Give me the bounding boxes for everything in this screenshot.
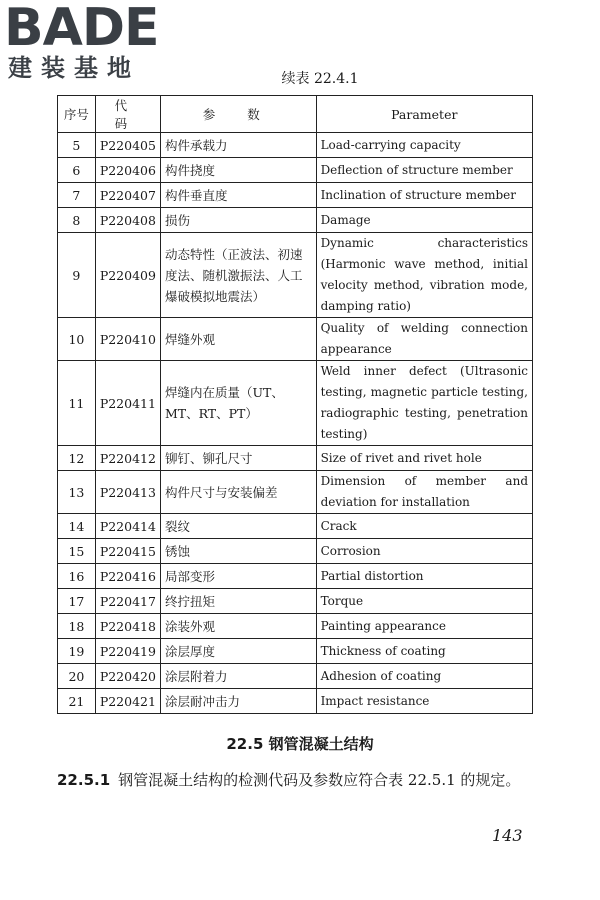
row-parameter: 裂纹 [160,514,316,539]
logo-subtitle: 建装基地 [8,54,140,82]
row-number: 6 [58,158,96,183]
row-english: Thickness of coating [316,639,532,664]
row-number: 9 [58,233,96,318]
table-row [58,514,533,539]
row-english: Inclination of structure member [316,183,532,208]
table-row [58,689,533,714]
row-code: P220421 [95,689,160,714]
row-parameter: 焊缝内在质量（UT、MT、RT、PT） [160,361,316,446]
row-code: P220410 [95,318,160,361]
row-number: 18 [58,614,96,639]
table-row [58,614,533,639]
row-code: P220408 [95,208,160,233]
row-parameter: 焊缝外观 [160,318,316,361]
table-row [58,471,533,514]
row-english: Deflection of structure member [316,158,532,183]
row-number: 13 [58,471,96,514]
row-parameter: 构件垂直度 [160,183,316,208]
table-row [58,208,533,233]
clause-text: 钢管混凝土结构的检测代码及参数应符合表 22.5.1 的规定。 [118,771,521,789]
table-row [58,183,533,208]
row-code: P220414 [95,514,160,539]
header-no: 序号 [58,96,96,133]
row-code: P220417 [95,589,160,614]
row-parameter: 损伤 [160,208,316,233]
table-row [58,158,533,183]
table-body [58,133,533,714]
row-parameter: 锈蚀 [160,539,316,564]
row-number: 7 [58,183,96,208]
row-code: P220415 [95,539,160,564]
clause-number: 22.5.1 [57,771,111,789]
row-number: 12 [58,446,96,471]
row-parameter: 构件挠度 [160,158,316,183]
row-code: P220407 [95,183,160,208]
row-english: Painting appearance [316,614,532,639]
row-number: 8 [58,208,96,233]
row-parameter: 铆钉、铆孔尺寸 [160,446,316,471]
row-parameter: 终拧扭矩 [160,589,316,614]
parameter-table [57,95,533,714]
table-row [58,446,533,471]
row-parameter: 构件尺寸与安装偏差 [160,471,316,514]
row-english: Crack [316,514,532,539]
row-english: Adhesion of coating [316,664,532,689]
row-number: 5 [58,133,96,158]
row-parameter: 局部变形 [160,564,316,589]
row-number: 20 [58,664,96,689]
header-english: Parameter [316,96,532,133]
row-english: Weld inner defect (Ultrasonic testing, magnetic particle testing, radiographic testing, penetration testing) [316,361,532,446]
row-code: P220405 [95,133,160,158]
logo-wordmark: BADE [4,0,159,58]
row-parameter: 涂层附着力 [160,664,316,689]
table-row [58,133,533,158]
table-caption: 续表 22.4.1 [281,71,359,87]
row-parameter: 涂层耐冲击力 [160,689,316,714]
row-number: 21 [58,689,96,714]
section-heading: 22.5 钢管混凝土结构 [226,735,374,753]
row-english: Dimension of member and deviation for installation [316,471,532,514]
table-row [58,233,533,318]
table-row [58,639,533,664]
row-english: Load-carrying capacity [316,133,532,158]
row-number: 16 [58,564,96,589]
clause-paragraph [57,767,535,793]
row-number: 14 [58,514,96,539]
row-code: P220416 [95,564,160,589]
row-code: P220419 [95,639,160,664]
row-number: 10 [58,318,96,361]
table-row [58,539,533,564]
row-english: Partial distortion [316,564,532,589]
table-row [58,664,533,689]
row-parameter: 动态特性（正波法、初速度法、随机激振法、人工爆破模拟地震法） [160,233,316,318]
row-english: Corrosion [316,539,532,564]
row-english: Quality of welding connection appearance [316,318,532,361]
row-code: P220413 [95,471,160,514]
row-english: Damage [316,208,532,233]
row-number: 19 [58,639,96,664]
table-row [58,564,533,589]
table-row [58,589,533,614]
row-english: Dynamic characteristics (Harmonic wave method, initial velocity method, vibration mode, damping ratio) [316,233,532,318]
row-english: Impact resistance [316,689,532,714]
row-code: P220420 [95,664,160,689]
row-english: Torque [316,589,532,614]
row-parameter: 构件承载力 [160,133,316,158]
row-code: P220411 [95,361,160,446]
row-code: P220406 [95,158,160,183]
row-code: P220412 [95,446,160,471]
row-number: 17 [58,589,96,614]
table-row [58,318,533,361]
table-header-row [58,96,533,133]
row-parameter: 涂装外观 [160,614,316,639]
header-code: 代 码 [95,96,160,133]
row-parameter: 涂层厚度 [160,639,316,664]
row-code: P220409 [95,233,160,318]
row-code: P220418 [95,614,160,639]
row-number: 11 [58,361,96,446]
header-param: 参 数 [160,96,316,133]
table-row [58,361,533,446]
row-number: 15 [58,539,96,564]
page-number: 143 [492,826,523,845]
row-english: Size of rivet and rivet hole [316,446,532,471]
